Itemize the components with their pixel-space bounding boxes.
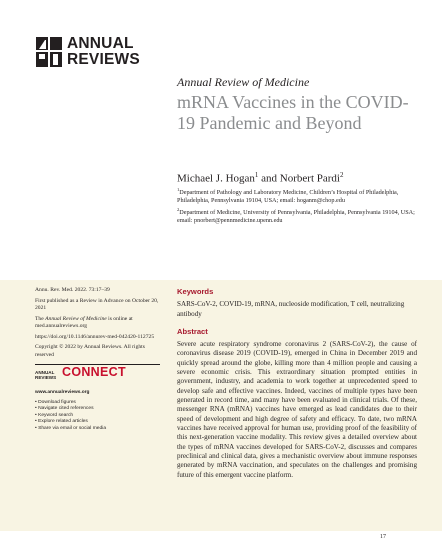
- journal-name: Annual Review of Medicine: [177, 75, 310, 89]
- keywords-text: SARS-CoV-2, COVID-19, mRNA, nucleoside modification, T cell, neutralizing antibody: [177, 300, 405, 318]
- author-name: Norbert Pardi: [279, 172, 340, 185]
- author-list: [177, 171, 343, 185]
- article-title: mRNA Vaccines in the COVID-19 Pandemic and Beyond: [177, 92, 409, 133]
- author-affil-marker: 1: [254, 171, 259, 179]
- connect-small-logo: ANNUAL REVIEWS: [35, 370, 57, 380]
- connect-feature-list: [35, 400, 165, 433]
- list-item: • Share via email or social media: [35, 426, 165, 433]
- author-joiner: and: [258, 172, 280, 185]
- logo-wordmark: ANNUAL REVIEWS: [67, 35, 140, 68]
- affiliation: $^2$Department of Medicine, University of Pennsylvania, Philadelphia, Pennsylvania 19104, USA; email: pnorbert@pennmedicine.upenn.edu: [177, 207, 415, 225]
- abstract-heading: Abstract: [177, 327, 208, 336]
- author-name: Michael J. Hogan: [177, 172, 255, 185]
- first-published: First published as a Review in Advance on October 20, 2021: [35, 297, 159, 311]
- annual-reviews-logo: [36, 36, 156, 70]
- citation: Annu. Rev. Med. 2022. 73:17–39: [35, 287, 110, 293]
- doi-link[interactable]: https://doi.org/10.1146/annurev-med-042420-112725: [35, 333, 155, 340]
- list-item: • Explore related articles: [35, 419, 165, 426]
- abstract-column: [177, 287, 417, 480]
- abstract-text: Severe acute respiratory syndrome coronavirus 2 (SARS-CoV-2), the cause of coronavirus disease 2019 (COVID-19), emerged in China in December 2019 and quickly spread around the globe, killing more than 4 million people and causing a severe economic crisis. This extraordinary situation prompted entities in government, industry, and academia to work together at unprecedented speed to develop safe and effective vaccines. Indeed, vaccines of multiple types have been generated in record time, and many have been evaluated in clinical trials. Of these, messenger RNA (mRNA) vaccines have emerged as lead candidates due to their speed of development and high degree of safety and efficacy. To date, two mRNA vaccines have received approval for human use, providing proof of the feasibility of this next-generation vaccine modality. This review gives a detailed overview about the types of mRNA vaccines developed for SARS-CoV-2, discusses and compares preclinical and clinical data, gives a mechanistic overview about immune responses generated by mRNA vaccination, and speculates on the challenges and promising future of this emergent vaccine platform.: [177, 340, 417, 479]
- copyright: Copyright © 2022 by Annual Reviews. All rights reserved: [35, 344, 145, 358]
- list-item: • Navigate cited references: [35, 406, 165, 413]
- list-item: • Download figures: [35, 400, 165, 407]
- affiliation: $^1$Department of Pathology and Laboratory Medicine, Children’s Hospital of Philadelphia, Philadelphia, Pennsylvania 19104, USA; email: hoganm@chop.edu: [177, 187, 399, 205]
- list-item: • Keyword search: [35, 413, 165, 420]
- page-number: 17: [380, 534, 386, 540]
- article-info-sidebar: [35, 287, 165, 432]
- keywords-heading: Keywords: [177, 287, 214, 296]
- online-statement: The Annual Review of Medicine is online at med.annualreviews.org: [35, 315, 133, 329]
- annual-reviews-mark-icon: [36, 37, 62, 67]
- annual-reviews-connect: [35, 365, 165, 432]
- connect-url[interactable]: www.annualreviews.org: [35, 390, 90, 395]
- connect-logo: CONNECT: [62, 365, 126, 379]
- author-affil-marker: 2: [339, 171, 344, 179]
